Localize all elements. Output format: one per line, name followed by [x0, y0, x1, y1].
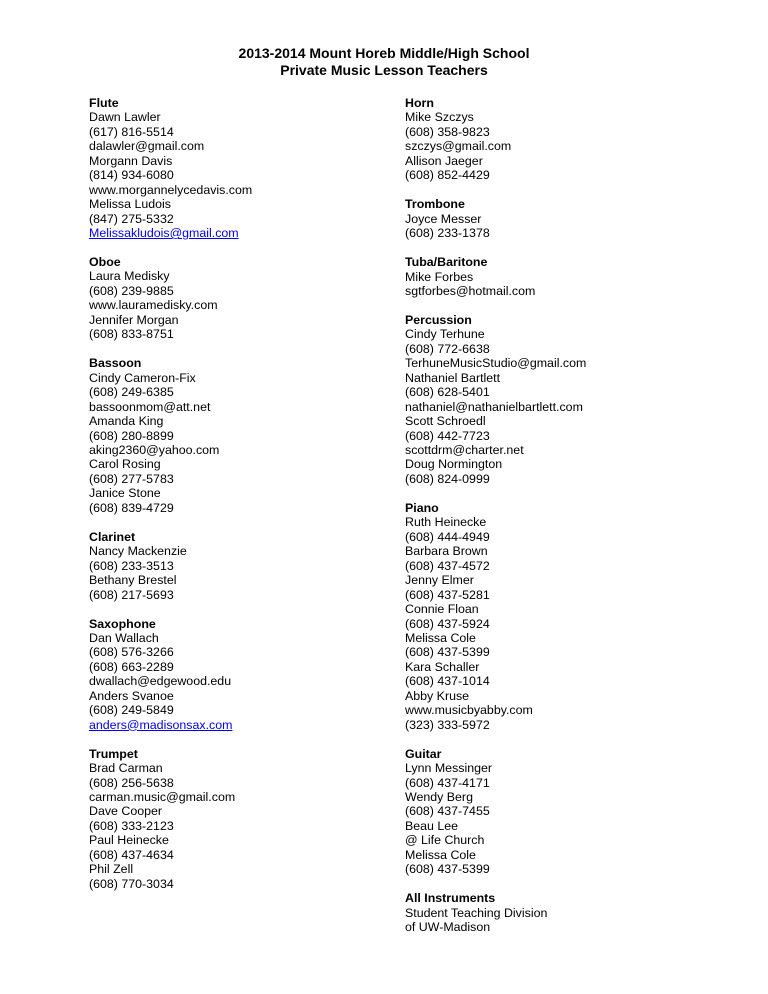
- contact-text: Mike Forbes: [405, 269, 474, 284]
- contact-line: [405, 472, 705, 486]
- contact-line: [405, 703, 705, 717]
- contact-text: (608) 437-7455: [405, 804, 490, 819]
- contact-line: [89, 110, 389, 124]
- contact-text: Janice Stone: [89, 486, 161, 501]
- contact-text: Joyce Messer: [405, 211, 482, 226]
- instrument-section-oboe: [89, 255, 389, 342]
- contact-text: Dave Cooper: [89, 804, 163, 819]
- contact-line: [405, 617, 705, 631]
- contact-text: Dawn Lawler: [89, 110, 161, 125]
- contact-text: Kara Schaller: [405, 659, 480, 674]
- contact-text: Mike Szczys: [405, 110, 474, 125]
- contact-text: (608) 256-5638: [89, 775, 174, 790]
- instrument-heading: Tuba/Baritone: [405, 255, 488, 270]
- contact-text: (608) 444-4949: [405, 529, 490, 544]
- contact-text: (608) 437-4634: [89, 847, 174, 862]
- contact-text: Carol Rosing: [89, 457, 161, 472]
- contact-line: [89, 833, 389, 847]
- contact-line: [405, 356, 705, 370]
- contact-text: Laura Medisky: [89, 269, 170, 284]
- contact-text: www.morgannelycedavis.com: [89, 182, 253, 197]
- instrument-heading: Horn: [405, 96, 434, 110]
- instrument-section-bassoon: [89, 356, 389, 515]
- contact-text: (608) 839-4729: [89, 500, 174, 515]
- contact-text: (608) 437-4572: [405, 558, 490, 573]
- instrument-heading: Guitar: [405, 746, 442, 761]
- contact-line: [405, 660, 705, 674]
- contact-text: Jennifer Morgan: [89, 312, 179, 327]
- email-link[interactable]: anders@madisonsax.com: [89, 717, 233, 732]
- contact-text: Amanda King: [89, 414, 164, 429]
- contact-text: (608) 770-3034: [89, 876, 174, 891]
- contact-line: [89, 660, 389, 674]
- contact-text: (608) 280-8899: [89, 428, 174, 443]
- contact-text: (847) 275-5332: [89, 211, 174, 226]
- contact-line: [89, 269, 389, 283]
- contact-line: [89, 776, 389, 790]
- contact-line: [89, 457, 389, 471]
- right-column: [405, 96, 705, 949]
- contact-text: (608) 772-6638: [405, 341, 490, 356]
- contact-text: (323) 333-5972: [405, 717, 490, 732]
- contact-line: [89, 674, 389, 688]
- instrument-section-percussion: [405, 313, 705, 486]
- instrument-section-guitar: [405, 747, 705, 877]
- contact-line: [89, 790, 389, 804]
- contact-text: (608) 233-3513: [89, 558, 174, 573]
- contact-line: [405, 226, 705, 240]
- contact-text: sgtforbes@hotmail.com: [405, 283, 536, 298]
- contact-text: Lynn Messinger: [405, 761, 493, 776]
- contact-line: [405, 588, 705, 602]
- contact-text: Doug Normington: [405, 457, 503, 472]
- contact-text: (608) 437-5399: [405, 645, 490, 660]
- instrument-section-trombone: [405, 197, 705, 240]
- contact-text: (608) 663-2289: [89, 659, 174, 674]
- contact-text: Cindy Terhune: [405, 327, 485, 342]
- contact-line: [89, 313, 389, 327]
- contact-line: [89, 371, 389, 385]
- email-link[interactable]: Melissakludois@gmail.com: [89, 226, 239, 241]
- contact-line: [89, 154, 389, 168]
- contact-line: [89, 284, 389, 298]
- contact-line: [89, 761, 389, 775]
- contact-line: [405, 804, 705, 818]
- contact-text: (608) 437-4171: [405, 775, 490, 790]
- title-line-1: 2013-2014 Mount Horeb Middle/High School: [238, 45, 530, 61]
- contact-line: [405, 718, 705, 732]
- instrument-section-horn: [405, 96, 705, 183]
- contact-line: [405, 110, 705, 124]
- contact-text: (608) 437-5399: [405, 862, 490, 877]
- contact-line: [89, 327, 389, 341]
- contact-text: Morgann Davis: [89, 153, 173, 168]
- title-line-2: Private Music Lesson Teachers: [280, 62, 488, 78]
- contact-line: [405, 833, 705, 847]
- contact-line: [89, 443, 389, 457]
- contact-line: [405, 631, 705, 645]
- instrument-section-clarinet: [89, 530, 389, 602]
- contact-text: Beau Lee: [405, 818, 459, 833]
- contact-line: [89, 226, 389, 240]
- left-column: [89, 96, 389, 906]
- contact-line: [89, 703, 389, 717]
- contact-text: (608) 442-7723: [405, 428, 490, 443]
- contact-line: [89, 848, 389, 862]
- contact-text: of UW-Madison: [405, 920, 491, 935]
- contact-text: www.lauramedisky.com: [89, 298, 218, 313]
- contact-line: [405, 819, 705, 833]
- contact-text: (608) 249-5849: [89, 703, 174, 718]
- contact-line: [405, 457, 705, 471]
- contact-text: (608) 437-5924: [405, 616, 490, 631]
- contact-line: [405, 327, 705, 341]
- contact-text: Melissa Cole: [405, 847, 476, 862]
- contact-text: Phil Zell: [89, 862, 134, 877]
- contact-line: [405, 920, 705, 934]
- contact-text: Dan Wallach: [89, 630, 159, 645]
- contact-line: [89, 588, 389, 602]
- contact-text: Melissa Ludois: [89, 197, 171, 212]
- contact-text: (617) 816-5514: [89, 124, 174, 139]
- contact-line: [89, 718, 389, 732]
- contact-line: [89, 298, 389, 312]
- contact-text: (608) 277-5783: [89, 471, 174, 486]
- contact-line: [405, 443, 705, 457]
- contact-text: (608) 576-3266: [89, 645, 174, 660]
- contact-line: [405, 270, 705, 284]
- contact-text: Melissa Cole: [405, 630, 476, 645]
- contact-text: Brad Carman: [89, 761, 163, 776]
- contact-line: [89, 168, 389, 182]
- contact-line: [405, 790, 705, 804]
- contact-line: [405, 674, 705, 688]
- instrument-heading: Piano: [405, 500, 439, 515]
- contact-line: [405, 515, 705, 529]
- instrument-heading: Saxophone: [89, 616, 156, 631]
- contact-line: [89, 429, 389, 443]
- contact-line: [405, 544, 705, 558]
- contact-line: [89, 139, 389, 153]
- contact-line: [405, 400, 705, 414]
- contact-text: (608) 833-8751: [89, 327, 174, 342]
- contact-text: Cindy Cameron-Fix: [89, 370, 196, 385]
- instrument-heading: All Instruments: [405, 891, 496, 906]
- contact-text: Barbara Brown: [405, 544, 488, 559]
- contact-line: [405, 429, 705, 443]
- contact-line: [405, 371, 705, 385]
- contact-line: [405, 559, 705, 573]
- instrument-heading: Oboe: [89, 255, 121, 270]
- contact-line: [89, 804, 389, 818]
- contact-line: [405, 414, 705, 428]
- contact-text: Jenny Elmer: [405, 573, 474, 588]
- contact-text: (608) 358-9823: [405, 124, 490, 139]
- contact-text: (608) 437-5281: [405, 587, 490, 602]
- contact-line: [89, 544, 389, 558]
- contact-text: (608) 217-5693: [89, 587, 174, 602]
- instrument-section-all-instruments: [405, 891, 705, 934]
- contact-text: Scott Schroedl: [405, 414, 486, 429]
- contact-line: [89, 385, 389, 399]
- contact-line: [405, 342, 705, 356]
- contact-line: [405, 573, 705, 587]
- instrument-section-flute: [89, 96, 389, 241]
- contact-line: [89, 819, 389, 833]
- contact-text: @ Life Church: [405, 833, 485, 848]
- contact-line: [405, 602, 705, 616]
- instrument-section-piano: [405, 501, 705, 732]
- instrument-section-tuba-baritone: [405, 255, 705, 298]
- contact-line: [405, 906, 705, 920]
- instrument-heading: Flute: [89, 96, 119, 110]
- instrument-heading: Clarinet: [89, 529, 136, 544]
- contact-text: (608) 628-5401: [405, 385, 490, 400]
- contact-text: (608) 852-4429: [405, 168, 490, 183]
- contact-text: Nathaniel Bartlett: [405, 370, 501, 385]
- contact-text: (608) 437-1014: [405, 674, 490, 689]
- contact-text: scottdrm@charter.net: [405, 443, 524, 458]
- instrument-section-saxophone: [89, 617, 389, 733]
- contact-text: (608) 824-0999: [405, 471, 490, 486]
- contact-line: [89, 400, 389, 414]
- contact-text: Ruth Heinecke: [405, 515, 487, 530]
- contact-text: www.musicbyabby.com: [405, 703, 533, 718]
- contact-text: TerhuneMusicStudio@gmail.com: [405, 356, 587, 371]
- instrument-section-trumpet: [89, 747, 389, 892]
- contact-text: Abby Kruse: [405, 688, 470, 703]
- contact-text: Allison Jaeger: [405, 153, 483, 168]
- contact-line: [405, 645, 705, 659]
- contact-text: aking2360@yahoo.com: [89, 442, 220, 457]
- contact-text: Anders Svanoe: [89, 688, 174, 703]
- contact-line: [89, 645, 389, 659]
- contact-line: [405, 139, 705, 153]
- contact-line: [89, 631, 389, 645]
- contact-line: [405, 848, 705, 862]
- contact-line: [405, 154, 705, 168]
- contact-text: (608) 233-1378: [405, 226, 490, 241]
- contact-text: bassoonmom@att.net: [89, 399, 211, 414]
- contact-line: [89, 486, 389, 500]
- document-title: [0, 45, 768, 79]
- contact-text: dwallach@edgewood.edu: [89, 674, 232, 689]
- instrument-heading: Trombone: [405, 197, 465, 212]
- contact-line: [89, 414, 389, 428]
- contact-text: (608) 249-6385: [89, 385, 174, 400]
- contact-line: [405, 862, 705, 876]
- contact-line: [89, 183, 389, 197]
- contact-line: [89, 877, 389, 891]
- contact-line: [405, 530, 705, 544]
- instrument-heading: Trumpet: [89, 746, 138, 761]
- contact-text: Wendy Berg: [405, 789, 473, 804]
- contact-line: [405, 761, 705, 775]
- contact-line: [405, 284, 705, 298]
- contact-line: [89, 472, 389, 486]
- contact-text: (814) 934-6080: [89, 168, 174, 183]
- instrument-heading: Bassoon: [89, 356, 142, 371]
- contact-text: Nancy Mackenzie: [89, 544, 187, 559]
- contact-text: Paul Heinecke: [89, 833, 169, 848]
- contact-text: Student Teaching Division: [405, 905, 548, 920]
- contact-line: [89, 559, 389, 573]
- contact-text: Bethany Brestel: [89, 573, 177, 588]
- contact-text: carman.music@gmail.com: [89, 789, 236, 804]
- instrument-heading: Percussion: [405, 312, 472, 327]
- contact-line: [405, 776, 705, 790]
- contact-text: (608) 333-2123: [89, 818, 174, 833]
- contact-text: dalawler@gmail.com: [89, 139, 205, 154]
- contact-line: [89, 125, 389, 139]
- contact-line: [405, 689, 705, 703]
- contact-line: [89, 501, 389, 515]
- contact-line: [405, 212, 705, 226]
- contact-line: [405, 385, 705, 399]
- contact-text: Connie Floan: [405, 602, 479, 617]
- contact-line: [89, 862, 389, 876]
- contact-line: [89, 197, 389, 211]
- contact-line: [89, 212, 389, 226]
- contact-text: szczys@gmail.com: [405, 139, 512, 154]
- contact-line: [405, 125, 705, 139]
- contact-line: [405, 168, 705, 182]
- contact-text: nathaniel@nathanielbartlett.com: [405, 399, 583, 414]
- contact-text: (608) 239-9885: [89, 283, 174, 298]
- contact-line: [89, 573, 389, 587]
- contact-line: [89, 689, 389, 703]
